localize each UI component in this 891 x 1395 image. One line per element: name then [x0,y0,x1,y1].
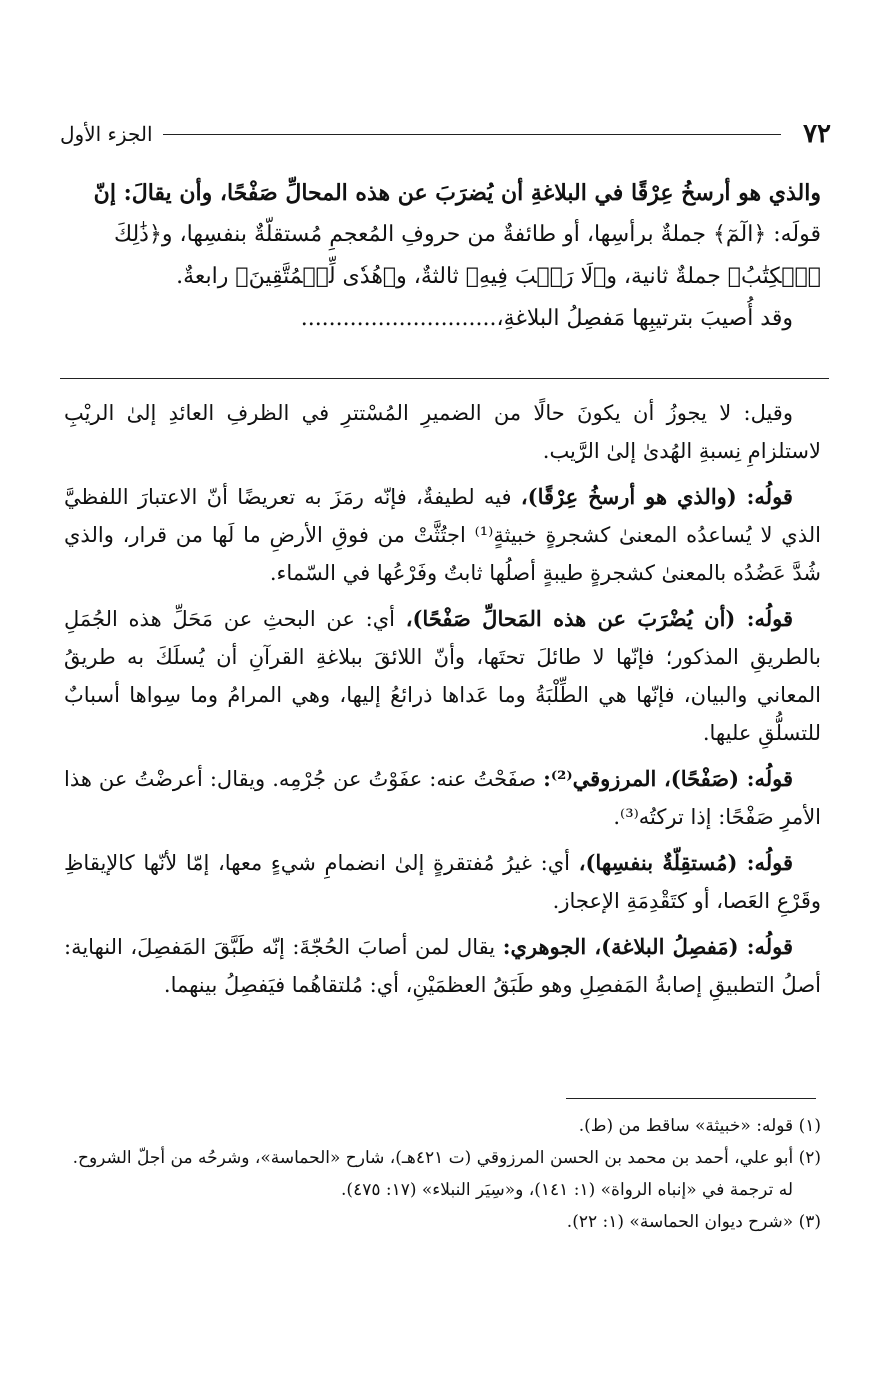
paragraph-lead: قولُه: (والذي هو أرسخُ عِرْقًا)، [520,484,793,509]
main-line-4: وقد أُصيبَ بترتيبِها مَفصِلُ البلاغةِ،............................ [300,306,793,331]
footnote-2: (٢) أبو علي، أحمد بن محمد بن الحسن المرزوقي (ت ٤٢١هـ)، شارح «الحماسة»، وشرحُه من أجلّ الشروح. [72,1148,821,1168]
paragraph-text: أي: غيرُ مُفتقرةٍ إلىٰ انضمامِ شيءٍ معها، إمّا لأنّها كالإيقاظِ وقَرْعِ العَصا، أو كتَقْدِمَةِ الإعجاز. [64,851,821,913]
page-header [60,114,831,154]
footnote-2-continuation: له ترجمة في «إنباه الرواة» (١: ١٤١)، و«سِيَر النبلاء» (١٧: ٤٧٥). [341,1180,793,1200]
main-line-1: والذي هو أرسخُ عِرْقًا في البلاغةِ أن يُضرَبَ عن هذه المحالِّ صَفْحًا، وأن يقالَ: إنّ [93,180,821,206]
header-rule [163,134,782,135]
commentary-paragraph [64,600,821,752]
commentary-paragraph [64,478,821,592]
paragraph-text: صفَحْتُ عنه: عفَوْتُ عن جُرْمِه. ويقال: أعرضْتُ عن هذا الأمرِ صَفْحًا: إذا تركتُه⁽³⁾. [64,767,821,829]
paragraph-text: أي: عن البحثِ عن مَحَلِّ هذه الجُمَلِ بالطريقِ المذكور؛ فإنّها لا طائلَ تحتَها، وأنّ اللائقَ ببلاغةِ القرآنِ أن يُسلَكَ به طريقُ المعاني والبيان، فإنّها هي الطِّلْبَةُ وما عَداها ذرائعُ إليها، وهي المرامُ وما سِواها أسبابٌ للتسلُّقِ عليها. [64,607,821,745]
section-divider [60,378,829,379]
main-line-2: قولَه: ﴿الٓمٓ﴾ جملةٌ برأسِها، أو طائفةٌ من حروفِ المُعجمِ مُستقلّةٌ بنفسِها، و﴿ذَٰلِكَ [113,222,821,247]
commentary-paragraph [64,928,821,1004]
running-title: الجزء الأول [60,122,153,146]
commentary-paragraph [64,394,821,470]
paragraph-text: وقيل: لا يجوزُ أن يكونَ حالًا من الضميرِ المُسْتترِ في الظرفِ العائدِ إلىٰ الريْبِ لاستلزامِ نِسبةِ الهُدىٰ إلىٰ الرَّيب. [64,401,821,463]
paragraph-lead: قولُه: (أن يُضْرَبَ عن هذه المَحالِّ صَفْحًا)، [405,606,793,631]
commentary [64,394,821,1012]
main-text [64,172,821,340]
footnote-divider [566,1098,816,1099]
commentary-paragraph [64,844,821,920]
commentary-paragraph [64,760,821,836]
paragraph-lead: قولُه: (صَفْحًا)، المرزوقي⁽²⁾: [543,766,793,791]
paragraph-lead: قولُه: (مَفصِلُ البلاغة)، الجوهري: [502,934,793,959]
paragraph-text: فيه لطيفةٌ، فإنّه رمَزَ به تعريضًا أنّ الاعتبارَ اللفظيَّ الذي لا يُساعدُه المعنىٰ كشجرةٍ خبيثةٍ⁽¹⁾ اجتُثَّتْ من فوقِ الأرضِ ما لَها من قرار، والذي شُدَّ عَضُدُه بالمعنىٰ كشجرةٍ طيبةٍ أصلُها ثابتٌ وفَرْعُها في السّماء. [64,485,821,585]
paragraph-lead: قولُه: (مُستقِلّةٌ بنفسِها)، [578,850,794,875]
footnotes [64,1110,821,1238]
main-line-3: ٱلۡكِتَٰبُ﴾ جملةٌ ثانية، و﴿لَا رَيۡبَ فِيهِ﴾ ثالثةٌ، و﴿هُدٗى لِّلۡمُتَّقِينَ﴾ رابعةٌ. [176,264,821,289]
paragraph-text: يقال لمن أصابَ الحُجّةَ: إنّه طَبَّقَ المَفصِلَ، النهاية: أصلُ التطبيقِ إصابةُ المَفصِلِ وهو طَبَقُ العظمَيْنِ، أي: مُلتقاهُما فيَفصِلُ بينهما. [64,935,821,997]
page-number: ٧٢ [803,119,831,149]
footnote-3: (٣) «شرح ديوان الحماسة» (١: ٢٢). [566,1212,821,1232]
footnote-1: (١) قوله: «خبيثة» ساقط من (ط). [578,1116,821,1136]
